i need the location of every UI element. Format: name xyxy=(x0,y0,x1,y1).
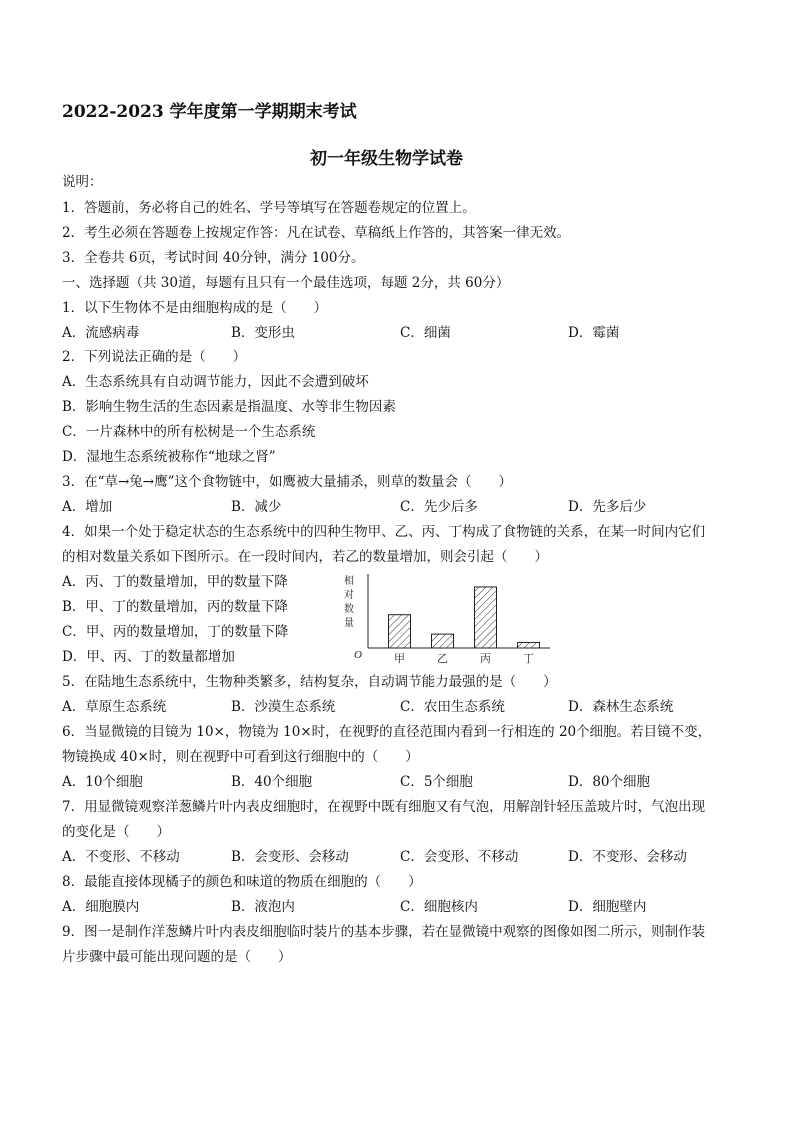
question-1-stem: 1．以下生物体不是由细胞构成的是（ ） xyxy=(62,300,328,316)
y-axis-label-char: 数 xyxy=(344,604,354,615)
option-c: C．5个细胞 xyxy=(400,774,473,790)
option-a: A．流感病毒 xyxy=(62,325,140,341)
option-b: B．甲、丁的数量增加，丙的数量下降 xyxy=(62,599,288,615)
option-c: C．一片森林中的所有松树是一个生态系统 xyxy=(62,424,316,440)
option-a: A．不变形、不移动 xyxy=(62,849,180,865)
option-c: C．细胞核内 xyxy=(400,899,478,915)
option-d: D．80个细胞 xyxy=(568,774,651,790)
option-a: A．细胞膜内 xyxy=(62,899,140,915)
question-6-stem-line-2: 物镜换成 40×时，则在视野中可看到这行细胞中的（ ） xyxy=(62,749,419,765)
option-b: B．40个细胞 xyxy=(231,774,313,790)
bar-3 xyxy=(518,642,540,648)
option-a: A．10个细胞 xyxy=(62,774,143,790)
instructions-heading: 说明： xyxy=(62,174,103,190)
exam-title: 2022-2023 学年度第一学期期末考试 xyxy=(62,102,357,122)
question-5-options xyxy=(62,698,742,716)
x-tick-label: 丁 xyxy=(523,652,534,665)
question-3-options xyxy=(62,498,742,516)
option-c: C．先少后多 xyxy=(400,499,478,515)
option-d: D．甲、丙、丁的数量都增加 xyxy=(62,649,235,665)
origin-label: O xyxy=(354,649,362,661)
y-axis-label-char: 对 xyxy=(344,590,354,601)
option-d: D．先多后少 xyxy=(568,499,647,515)
chart-bars xyxy=(389,587,540,648)
option-d: D．湿地生态系统被称作“地球之肾” xyxy=(62,449,276,465)
option-a: A．生态系统具有自动调节能力，因此不会遭到破坏 xyxy=(62,374,369,390)
option-b: B．会变形、会移动 xyxy=(231,849,349,865)
option-c: C．细菌 xyxy=(400,325,451,341)
x-tick-label: 丙 xyxy=(480,652,491,665)
x-tick-label: 甲 xyxy=(394,652,405,665)
bar-1 xyxy=(432,634,454,648)
question-2-stem: 2．下列说法正确的是（ ） xyxy=(62,349,247,365)
question-9-stem-line-1: 9．图一是制作洋葱鳞片叶内表皮细胞临时装片的基本步骤，若在显微镜中观察的图像如图二所示，则制作装 xyxy=(62,924,706,940)
y-axis-label xyxy=(344,574,354,629)
question-6-stem-line-1: 6．当显微镜的目镜为 10×，物镜为 10×时，在视野的直径范围内看到一行相连的 20个细胞。若目镜不变， xyxy=(62,724,712,740)
x-axis-tick-labels xyxy=(394,652,534,665)
option-d: D．霉菌 xyxy=(568,325,620,341)
option-b: B．减少 xyxy=(231,499,282,515)
exam-subtitle: 初一年级生物学试卷 xyxy=(310,149,463,169)
option-b: B．影响生物生活的生态因素是指温度、水等非生物因素 xyxy=(62,399,396,415)
option-b: B．沙漠生态系统 xyxy=(231,699,336,715)
question-1-options xyxy=(62,324,742,342)
y-axis-label-char: 相 xyxy=(344,576,354,587)
question-5-stem: 5．在陆地生态系统中，生物种类繁多，结构复杂，自动调节能力最强的是（ ） xyxy=(62,674,557,690)
instruction-3: 3．全卷共 6页，考试时间 40分钟，满分 100分。 xyxy=(62,250,365,266)
x-tick-label: 乙 xyxy=(437,652,448,665)
question-4-stem-line-2: 的相对数量关系如下图所示。在一段时间内，若乙的数量增加，则会引起（ ） xyxy=(62,549,548,565)
option-d: D．细胞壁内 xyxy=(568,899,647,915)
question-7-stem-line-2: 的变化是（ ） xyxy=(62,824,170,840)
option-c: C．会变形、不移动 xyxy=(400,849,519,865)
question-8-stem: 8．最能直接体现橘子的颜色和味道的物质在细胞的（ ） xyxy=(62,874,422,890)
option-d: D．不变形、会移动 xyxy=(568,849,687,865)
question-7-stem-line-1: 7．用显微镜观察洋葱鳞片叶内表皮细胞时，在视野中既有细胞又有气泡，用解剖针轻压盖玻片时，气泡出现 xyxy=(62,799,706,815)
question-4-stem-line-1: 4．如果一个处于稳定状态的生态系统中的四种生物甲、乙、丙、丁构成了食物链的关系，在某一时间内它们 xyxy=(62,524,706,540)
question-9-stem-line-2: 片步骤中最可能出现问题的是（ ） xyxy=(62,949,292,965)
option-a: A．草原生态系统 xyxy=(62,699,167,715)
instruction-1: 1．答题前，务必将自己的姓名、学号等填写在答题卷规定的位置上。 xyxy=(62,200,476,216)
population-bar-chart xyxy=(340,570,560,666)
question-3-stem: 3．在“草→兔→鹰”这个食物链中，如鹰被大量捕杀，则草的数量会（ ） xyxy=(62,474,513,490)
question-8-options xyxy=(62,898,742,916)
instruction-2: 2．考生必须在答题卷上按规定作答：凡在试卷、草稿纸上作答的，其答案一律无效。 xyxy=(62,225,571,241)
option-c: C．农田生态系统 xyxy=(400,699,505,715)
option-d: D．森林生态系统 xyxy=(568,699,674,715)
bar-0 xyxy=(389,615,411,648)
option-a: A．增加 xyxy=(62,499,113,515)
y-axis-label-char: 量 xyxy=(344,618,354,629)
section-heading: 一、选择题（共 30道，每题有且只有一个最佳选项，每题 2分，共 60分） xyxy=(62,275,510,291)
question-6-options xyxy=(62,773,742,791)
option-a: A．丙、丁的数量增加，甲的数量下降 xyxy=(62,574,288,590)
bar-2 xyxy=(475,587,497,648)
option-c: C．甲、丙的数量增加，丁的数量下降 xyxy=(62,624,289,640)
question-7-options xyxy=(62,848,742,866)
option-b: B．液泡内 xyxy=(231,899,295,915)
option-b: B．变形虫 xyxy=(231,325,295,341)
